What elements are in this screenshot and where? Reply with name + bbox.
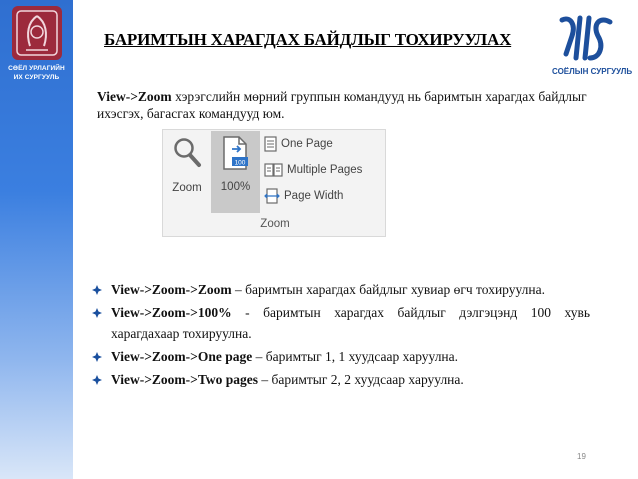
university-name-line1: СӨЁЛ УРЛАГИЙН — [8, 65, 65, 72]
bullet-command: View->Zoom->One page — [111, 349, 253, 364]
bullet-command: View->Zoom->100% — [111, 305, 232, 320]
intro-paragraph — [97, 88, 602, 122]
bullet-command: View->Zoom->Zoom — [111, 282, 232, 297]
multiple-pages-label: Multiple Pages — [287, 164, 363, 176]
zoom-100-button[interactable] — [211, 131, 260, 213]
diamond-bullet-icon — [92, 352, 102, 362]
diamond-bullet-icon — [92, 308, 102, 318]
bullet-text: – баримтыг 2, 2 хуудсаар харуулна. — [258, 372, 464, 387]
page-width-label: Page Width — [284, 190, 344, 202]
list-item — [90, 346, 590, 367]
zoom-100-label: 100% — [220, 181, 251, 193]
school-logo-text: СОЁЛЫН СУРГУУЛЬ — [552, 67, 633, 76]
multiple-pages-icon — [264, 162, 283, 178]
intro-text: хэрэгслийн мөрний группын командууд нь баримтын харагдах байдлыг ихэсгэх, багасгах командууд юм. — [97, 89, 587, 121]
list-item — [90, 302, 590, 344]
one-page-icon — [264, 136, 277, 152]
university-emblem-icon — [8, 4, 66, 62]
university-name-line2: ИХ СУРГУУЛЬ — [13, 74, 60, 81]
page-width-button[interactable] — [264, 186, 343, 206]
zoom-ribbon-group — [162, 129, 386, 237]
bullet-text: - баримтын харагдах байдлыг дэлгэцэнд 100 хувь харагдахаар тохируулна. — [111, 305, 590, 341]
magnifier-icon — [172, 136, 202, 168]
bullet-text: – баримтын харагдах байдлыг хувиар өгч тохируулна. — [231, 282, 545, 297]
ribbon-group-label: Zoom — [260, 218, 290, 230]
intro-command: View->Zoom — [97, 89, 172, 104]
university-name — [0, 64, 73, 82]
page-number: 19 — [577, 452, 586, 461]
left-sidebar — [0, 0, 73, 479]
bullet-list — [90, 279, 590, 392]
page-title: БАРИМТЫН ХАРАГДАХ БАЙДЛЫГ ТОХИРУУЛАХ — [104, 30, 512, 49]
diamond-bullet-icon — [92, 375, 102, 385]
diamond-bullet-icon — [92, 285, 102, 295]
bullet-command: View->Zoom->Two pages — [111, 372, 258, 387]
page-width-icon — [264, 188, 280, 204]
zoom-button-label: Zoom — [172, 182, 202, 194]
list-item — [90, 369, 590, 390]
one-page-button[interactable] — [264, 134, 333, 154]
school-logo-icon — [556, 14, 616, 64]
one-page-label: One Page — [281, 138, 333, 150]
page-100-icon — [222, 135, 250, 171]
zoom-100-badge: 100 — [234, 159, 246, 167]
zoom-button[interactable] — [163, 132, 211, 212]
bullet-text: – баримтыг 1, 1 хуудсаар харуулна. — [252, 349, 459, 364]
multiple-pages-button[interactable] — [264, 160, 362, 180]
list-item — [90, 279, 590, 300]
